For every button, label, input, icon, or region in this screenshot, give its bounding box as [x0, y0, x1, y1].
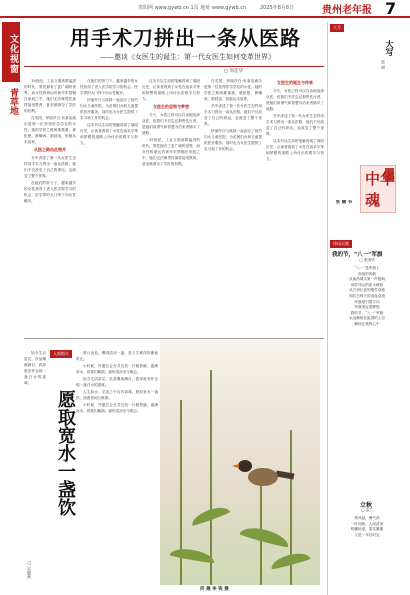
section-label: 文化视窗 [2, 22, 20, 82]
essay-paragraph: 小时候，外婆总会在井边放一只粗瓷碗，盛满凉水，供我们解渴。那份清凉至今难忘。 [76, 364, 158, 374]
article-paragraph: 伊丽莎白与妹妹一起创办了纽约妇女儿童医院，为贫困妇女和儿童提供医疗服务，同时也为女医生提供了实习和工作的机会。 [204, 129, 262, 151]
bird-head [238, 460, 252, 472]
article-subhead: ——邀谈《女医生的诞生：第一代女医生如何变革世界》 [100, 53, 275, 61]
essay-paragraph: 夏日炎炎，偶得清凉一盏，是人生难得的惬意时光。 [76, 351, 158, 361]
article-paragraph: 19世纪，工业文明高歌猛进的时代，男性拥有了更广阔的世界，而女性的命运仍被牢牢禁锢在家庭之中，她们无法像男性那样接受教育，甚至被剥夺了学医的权利。 [24, 79, 76, 113]
essay-body-left [24, 350, 46, 550]
article-paragraph: 书中讲述了第一代女医生怎样用手术刀拼出一条从医路，她们不仅改变了自己的命运，也改变了整个世界。 [204, 104, 262, 126]
article-subheading: 女医生的坚韧与梦想 [153, 104, 189, 109]
article-column-1 [24, 78, 76, 336]
bird-photo [160, 340, 320, 585]
masthead: 贵州老年报 [322, 5, 372, 16]
poem-label: 诗词天地 [330, 240, 352, 248]
photo-caption: 同 趣 李 锐 摄 [200, 587, 229, 592]
small-poem-author: □ 金兰 [361, 508, 373, 512]
poem-line: 我的节，“八一”军旗 [350, 310, 384, 315]
article-paragraph: 在英国，伊丽莎白·布莱克威尔是第一位获得医学学位的女性。她的学医之路困难重重，被拒绝、被嘲讽、被歧视，但她从未放弃。 [204, 79, 262, 101]
bird-beak [232, 464, 239, 468]
small-poem-title: 立秋 [360, 502, 373, 509]
article-paragraph: 今天，女性已经可以自由地选择从医，但我们不应忘记那些先行者，是她们用勇气和智慧为后来者铺平了道路。 [142, 113, 200, 135]
page-number: 7 [385, 0, 397, 18]
poem-line: 从万里长征的艰苦卓绝 [349, 288, 385, 293]
small-poem-line: 又是一年好时光 [354, 532, 380, 537]
article-headline: 用手术刀拼出一条从医路 [70, 26, 301, 50]
calligraphy-author: 张 鹏 书 [335, 200, 353, 205]
poem-line: 到抗日烽火的浴血奋战 [349, 293, 385, 298]
poem-line: 军旗见证着辉煌 [354, 305, 380, 310]
right-label-top: 大写 [330, 24, 344, 32]
header-url: 贵阳网 www.gywb.cn 1页 地址 www.gywb.cn [138, 5, 247, 11]
bird-body [248, 468, 278, 486]
small-poem-line: 一叶知秋，人间清凉 [350, 521, 384, 526]
small-poem-line: 秋风起，暑气消 [354, 516, 380, 520]
poem-line: 军旗指引着方向 [354, 299, 380, 304]
poem-line: 高扬的风帆 [358, 271, 376, 276]
article-subheading: 女医生的诞生与传承 [277, 80, 313, 85]
poem-line: 从南昌城头第一声枪响 [349, 277, 385, 282]
article-column-4 [204, 78, 262, 336]
article-column-2 [80, 78, 138, 336]
poem-line: 永远飘扬在祖国的上空 [349, 316, 385, 321]
article-byline: □ 周佳华 [224, 69, 244, 74]
article-paragraph: 伊丽莎白与妹妹一起创办了纽约妇女儿童医院，为贫困妇女和儿童提供医疗服务，同时也为女医生提供了实习和工作的机会。 [80, 98, 138, 120]
calligraphy-seal [360, 165, 396, 213]
essay-body [76, 350, 158, 590]
essay-paragraph: 人生如水，平淡之中自有真味。愿取宽水一盏饮，淡看世间万般事。 [76, 390, 158, 400]
article-paragraph: 书中讲述了第一代女医生怎样用手术刀拼出一条从医路，她们不仅改变了自己的命运，也改变了整个世界。 [24, 156, 76, 178]
section-sublabel: 青草地 [8, 87, 18, 115]
article-paragraph: 这本书以生动的笔触再现了那段历史，让读者看到了女性在追求平等和梦想的道路上所付出的艰辛与努力。 [80, 123, 138, 145]
page-header [0, 0, 410, 18]
right-author-top: 雷 丽 [381, 60, 386, 70]
poem-body [330, 266, 404, 426]
article-paragraph: 在英国，伊丽莎白·布莱克威尔是第一位获得医学学位的女性。她的学医之路困难重重，被拒绝、被嘲讽、被歧视，但她从未放弃。 [24, 116, 76, 144]
poem-author: □ 张国华 [359, 258, 375, 262]
article-paragraph: 这本书以生动的笔触再现了那段历史，让读者看到了女性在追求平等和梦想的道路上所付出的艰辛与努力。 [266, 139, 324, 161]
article-paragraph: 书中讲述了第一代女医生怎样用手术刀拼出一条从医路，她们不仅改变了自己的命运，也改变了整个世界。 [266, 114, 324, 136]
essay-paragraph: 如今生活富足，饮品琳琅满目，我却愈发怀念那一盏白水的滋味。 [24, 351, 46, 385]
article-column-3 [142, 78, 200, 336]
poem-line: 到井冈山的星火燎原 [350, 282, 384, 287]
article-column-5 [266, 78, 324, 336]
article-paragraph: 在她们的努力下，越来越多的女性获得了进入医学院学习的机会，医学界的大门终于向女性敞开。 [80, 79, 138, 95]
article-subheading: 从医之路由此展开 [34, 147, 66, 152]
section-divider [24, 338, 324, 339]
essay-paragraph: 如今生活富足，饮品琳琅满目，我却愈发怀念那一盏白水的滋味。 [76, 377, 158, 387]
headline-rule [24, 66, 324, 67]
essay-label: 人间烟火 [50, 350, 72, 358]
article-paragraph: 19世纪，工业文明高歌猛进的时代，男性拥有了更广阔的世界，而女性的命运仍被牢牢禁锢在家庭之中，她们无法像男性那样接受教育，甚至被剥夺了学医的权利。 [142, 138, 200, 166]
poem-line: “八一”是军旗上 [354, 266, 380, 270]
small-poem-body [330, 516, 404, 586]
poem-title: 我的节，“八一”军旗 [332, 252, 383, 258]
article-paragraph: 在她们的努力下，越来越多的女性获得了进入医学院学习的机会，医学界的大门终于向女性敞开。 [24, 181, 76, 203]
essay-paragraph: 小时候，外婆总会在井边放一只粗瓷碗，盛满凉水，供我们解渴。那份清凉至今难忘。 [76, 403, 158, 413]
calligraphy-text: 中华魂 [365, 170, 396, 209]
essay-author: □ 吴晓燕 [27, 560, 32, 579]
poem-line: 飘扬在我的心中 [354, 321, 380, 326]
article-paragraph: 今天，女性已经可以自由地选择从医，但我们不应忘记那些先行者，是她们用勇气和智慧为后来者铺平了道路。 [266, 89, 324, 111]
header-date: 2025年8月8日 [260, 5, 295, 11]
article-paragraph: 这本书以生动的笔触再现了那段历史，让读者看到了女性在追求平等和梦想的道路上所付出的艰辛与努力。 [142, 79, 200, 101]
small-poem-line: 稻穗低垂，果实累累 [350, 527, 384, 532]
right-title-top: 大写 [385, 40, 395, 56]
essay-title: 愿取宽水一盏饮 [55, 390, 76, 516]
